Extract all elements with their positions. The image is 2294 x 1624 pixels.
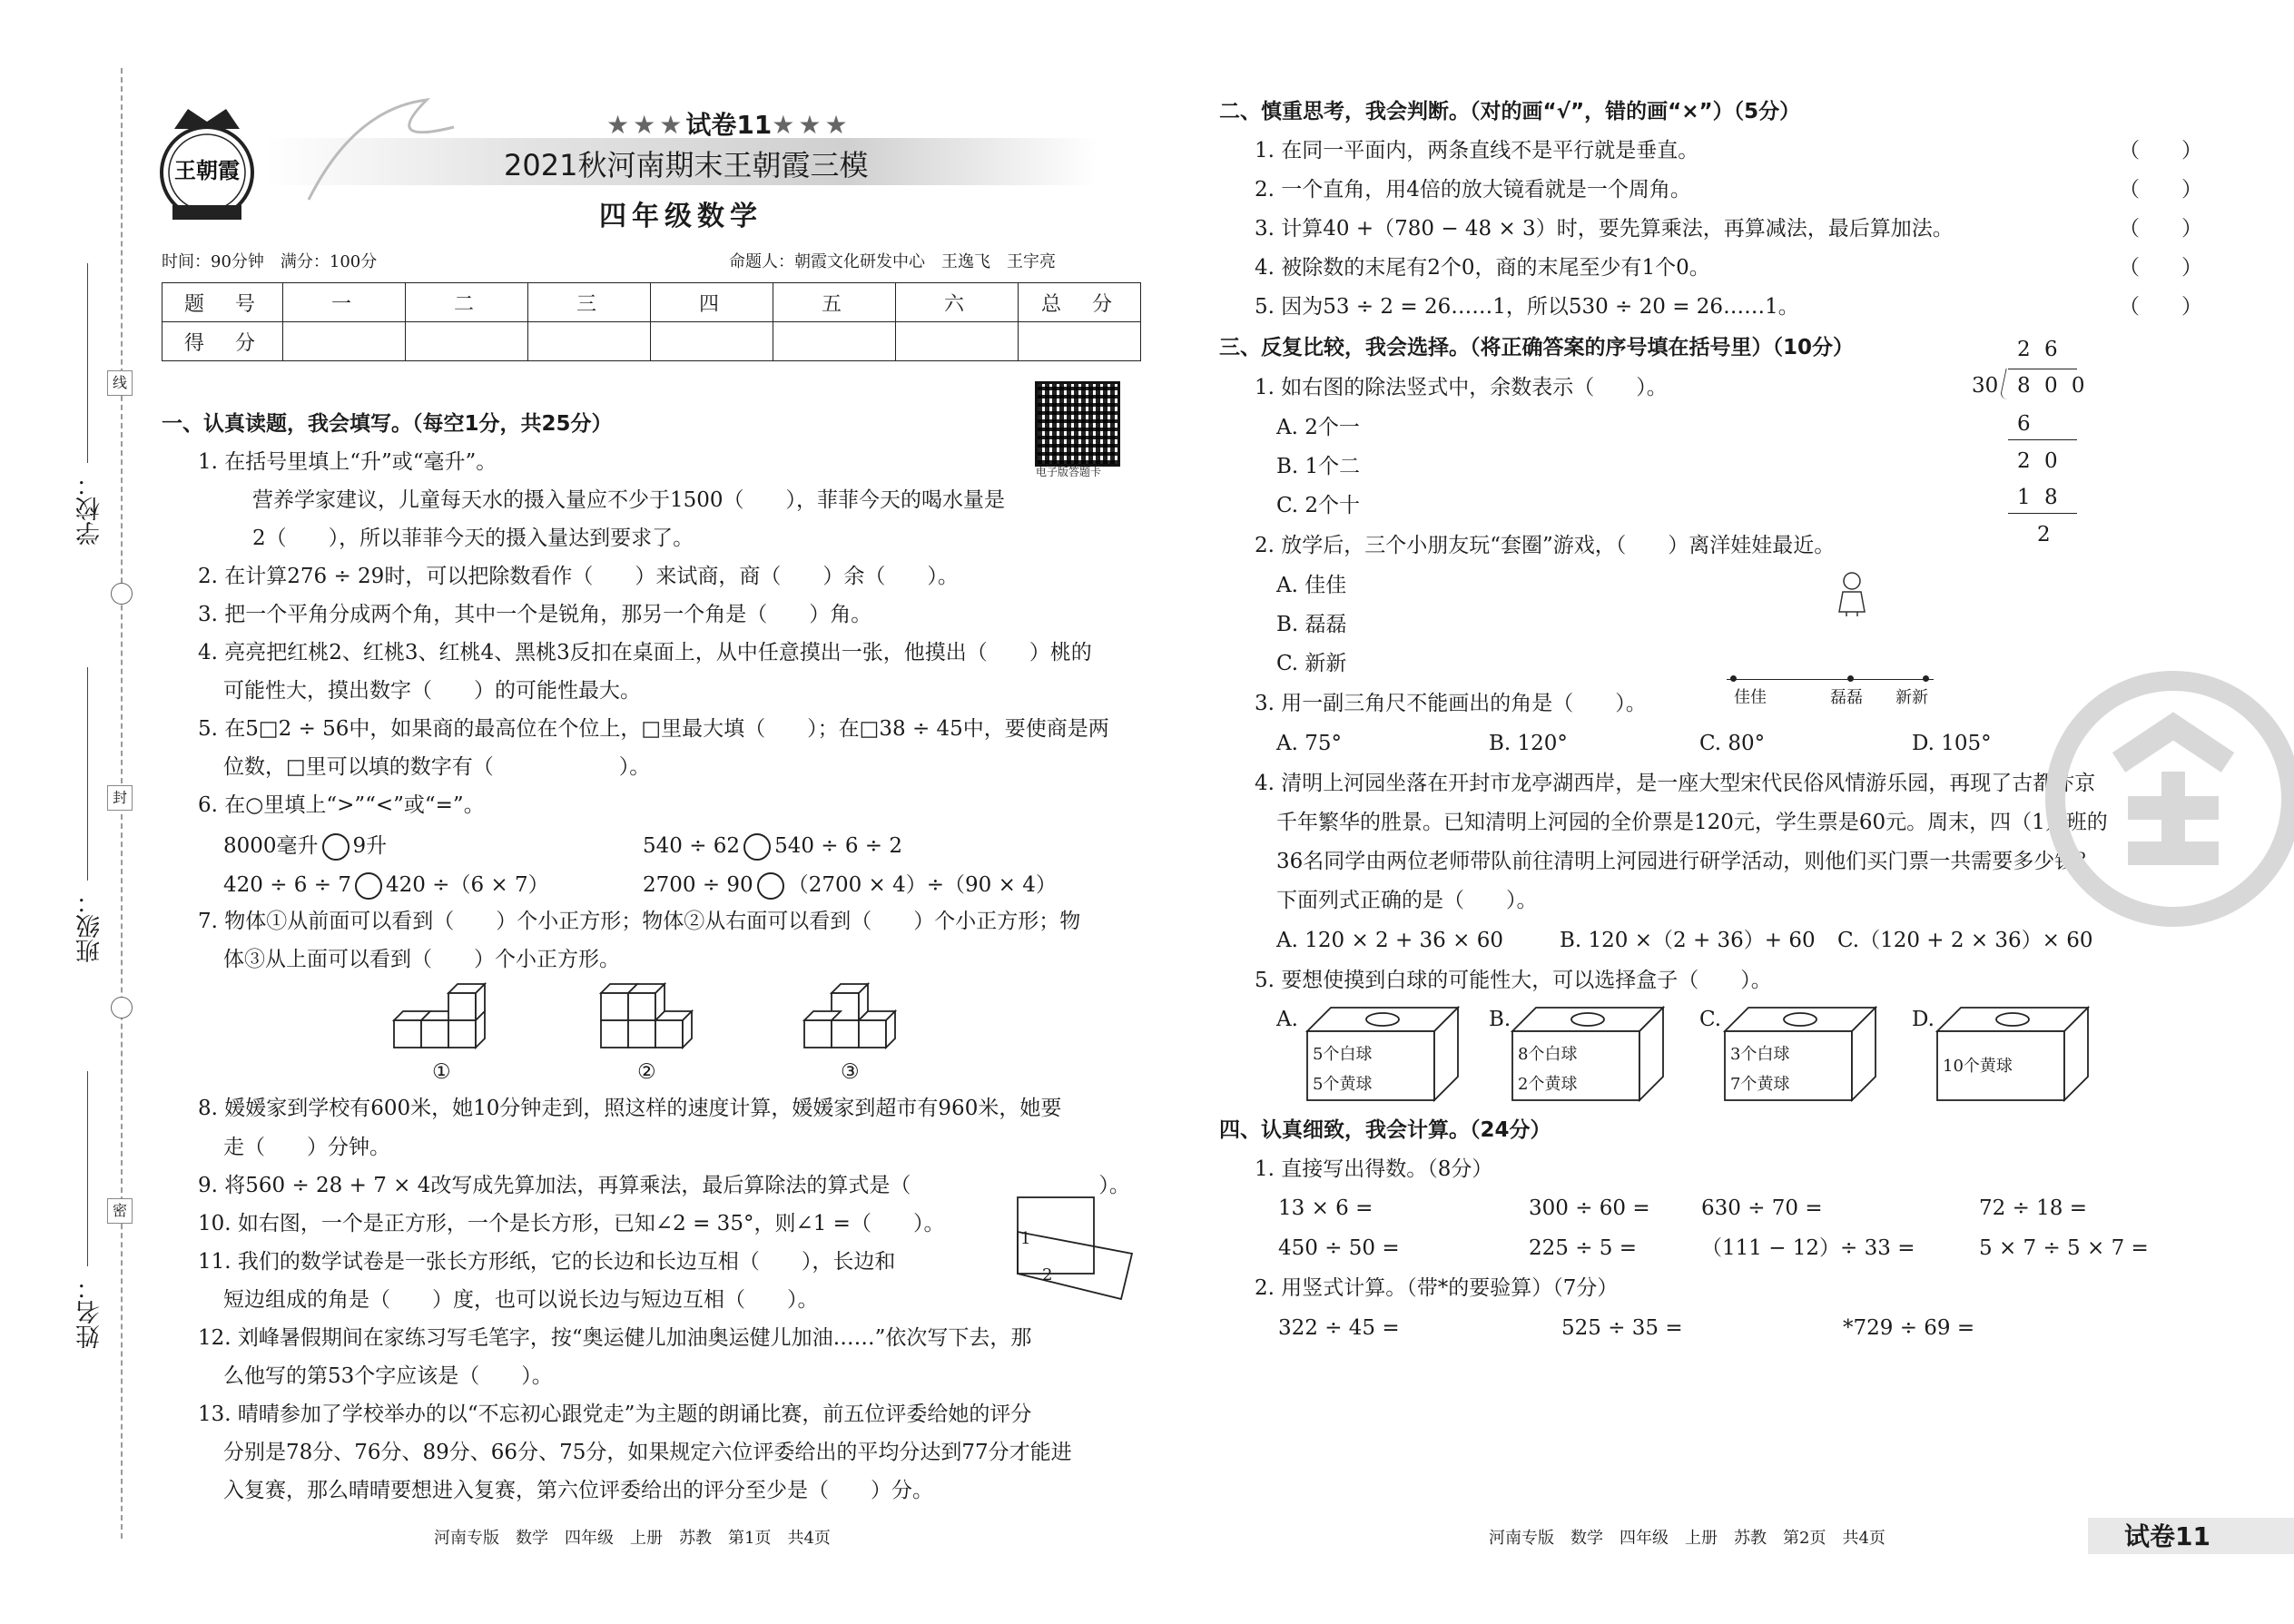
school-field-line[interactable]	[87, 263, 88, 463]
q7-text: 7. 物体①从前面可以看到（ ）个小正方形；物体②从右面可以看到（ ）个小正方形；物	[198, 910, 1081, 933]
div-quotient: 2 6	[2017, 338, 2062, 361]
section4-heading: 四、认真细致，我会计算。（24分）	[1219, 1118, 1551, 1142]
q13-text: 分别是78分、76分、89分、66分、75分，如果规定六位评委给出的平均分达到77分才能进	[223, 1441, 1072, 1464]
fig-label: ②	[637, 1060, 656, 1084]
position-dot	[1847, 675, 1854, 682]
cube-figure-2	[597, 980, 697, 1053]
div-row: 6	[2017, 412, 2031, 436]
square-rectangle-figure	[1012, 1194, 1139, 1303]
box-content: 10个黄球	[1943, 1057, 2013, 1076]
compare-item	[223, 872, 549, 900]
box-label: C.	[1699, 1008, 1722, 1031]
judge-item: 1. 在同一平面内，两条直线不是平行就是垂直。	[1255, 139, 1699, 162]
box-content: 5个黄球	[1313, 1075, 1373, 1094]
qr-code-icon[interactable]	[1035, 381, 1120, 467]
expr: 420 ÷（6 × 7）	[385, 873, 549, 897]
section3-heading: 三、反复比较，我会选择。（将正确答案的序号填在括号里）（10分）	[1219, 336, 1855, 359]
option: A. 120 × 2 + 36 × 60	[1276, 929, 1503, 952]
fig-label: ③	[841, 1060, 860, 1084]
option: D. 105°	[1912, 732, 1992, 755]
cube-figure-1	[390, 980, 490, 1053]
s3-q3-text: 3. 用一副三角尺不能画出的角是（ ）。	[1255, 692, 1647, 715]
q13-text: 13. 晴晴参加了学校举办的以“不忘初心跟党走”为主题的朗诵比赛，前五位评委给她的评分	[198, 1403, 1032, 1426]
expr: （2700 × 4）÷（90 × 4）	[787, 873, 1057, 897]
box-content: 8个白球	[1518, 1045, 1578, 1064]
q1-text: 营养学家建议，儿童每天水的摄入量应不少于1500（ ），菲菲今天的喝水量是	[252, 488, 1006, 512]
calc-item: 450 ÷ 50 =	[1278, 1236, 1400, 1260]
binding-mark-seal: 封	[107, 785, 133, 811]
calc-item: 72 ÷ 18 =	[1979, 1196, 2088, 1220]
div-divisor: 30	[1972, 374, 1999, 398]
compare-item	[223, 833, 387, 861]
position-dot	[1923, 675, 1929, 682]
s3-q4-text: 4. 清明上河园坐落在开封市龙亭湖西岸，是一座大型宋代民俗风情游乐园，再现了古都汴京	[1255, 772, 2096, 795]
judge-item: 2. 一个直角，用4倍的放大镜看就是一个周角。	[1255, 178, 1691, 202]
option: A. 佳佳	[1276, 574, 1347, 597]
q1-text: 1. 在括号里填上“升”或“毫升”。	[198, 450, 497, 474]
score-cell[interactable]	[773, 322, 896, 361]
box-content: 2个黄球	[1518, 1075, 1578, 1094]
score-cell[interactable]	[528, 322, 651, 361]
q9-text: 9. 将560 ÷ 28 + 7 × 4改写成先算加法，再算乘法，最后算除法的算式是（ ）。	[198, 1174, 1130, 1197]
compare-item	[643, 833, 902, 861]
box-label: D.	[1912, 1008, 1935, 1031]
option: C.（120 + 2 × 36）× 60	[1837, 929, 2093, 952]
div-line	[2008, 513, 2077, 514]
expr: 2700 ÷ 90	[643, 873, 753, 897]
s3-q1-text: 1. 如右图的除法竖式中，余数表示（ ）。	[1255, 376, 1668, 399]
score-cell[interactable]	[896, 322, 1019, 361]
doll-icon	[1834, 570, 1870, 617]
score-cell[interactable]	[406, 322, 528, 361]
fig-label: ①	[432, 1060, 451, 1084]
calc-item: 525 ÷ 35 =	[1561, 1316, 1683, 1340]
calc-item: 13 × 6 =	[1278, 1196, 1373, 1220]
name-field-line[interactable]	[87, 1071, 88, 1266]
q2-text: 2. 在计算276 ÷ 29时，可以把除数看作（ ）来试商，商（ ）余（ ）。	[198, 565, 959, 588]
footer-tag: 试卷11	[2124, 1521, 2210, 1551]
exam-subject: 四年级数学	[599, 201, 763, 232]
s3-q2-text: 2. 放学后，三个小朋友玩“套圈”游戏，（ ）离洋娃娃最近。	[1255, 534, 1836, 557]
name-label: 新新	[1895, 688, 1928, 707]
score-table	[162, 282, 1141, 361]
cell: 四	[651, 283, 773, 322]
expr: 420 ÷ 6 ÷ 7	[223, 873, 351, 897]
score-table-header-row	[162, 283, 1141, 322]
s3-q5-text: 5. 要想使摸到白球的可能性大，可以选择盒子（ ）。	[1255, 969, 1772, 992]
svg-text:王朝霞: 王朝霞	[174, 157, 240, 183]
cube-figure-3	[801, 980, 901, 1053]
q6-text: 6. 在○里填上“>”“<”或“=”。	[198, 793, 485, 817]
binding-mark-line: 线	[107, 370, 133, 396]
q5-text: 位数，□里可以填的数字有（ ）。	[223, 755, 651, 779]
q4-text: 可能性大，摸出数字（ ）的可能性最大。	[223, 679, 641, 703]
q3-text: 3. 把一个平角分成两个角，其中一个是锐角，那另一个角是（ ）角。	[198, 603, 872, 626]
s3-q4-text: 下面列式正确的是（ ）。	[1276, 889, 1538, 912]
name-label: 佳佳	[1734, 688, 1767, 707]
ribbon-decoration	[300, 91, 463, 209]
q12-text: 么他写的第53个字应该是（ ）。	[223, 1364, 553, 1388]
calc-item: 225 ÷ 5 =	[1529, 1236, 1638, 1260]
answer-bracket[interactable]: （ ）	[2119, 295, 2202, 319]
exam-title: 2021秋河南期末王朝霞三模	[504, 148, 869, 182]
answer-bracket[interactable]: （ ）	[2119, 139, 2202, 162]
q7-text: 体③从上面可以看到（ ）个小正方形。	[223, 948, 620, 971]
q10-text: 10. 如右图，一个是正方形，一个是长方形，已知∠2 = 35°，则∠1 =（ ）。	[198, 1212, 945, 1235]
s3-q4-text: 36名同学由两位老师带队前往清明上河园进行研学活动，则他们买门票一共需要多少钱？	[1276, 850, 2097, 873]
answer-bracket[interactable]: （ ）	[2119, 178, 2202, 202]
compare-circle[interactable]	[743, 833, 771, 861]
q4-text: 4. 亮亮把红桃2、红桃3、红桃4、黑桃3反扣在桌面上，从中任意摸出一张，他摸出（ ）桃的	[198, 641, 1092, 664]
div-remainder: 2	[2037, 523, 2051, 546]
box-content: 3个白球	[1730, 1045, 1790, 1064]
cell: 总 分	[1019, 283, 1141, 322]
q11-text: 短边组成的角是（ ）度，也可以说长边与短边互相（ ）。	[223, 1288, 819, 1312]
cell: 六	[896, 283, 1019, 322]
option: C. 80°	[1699, 732, 1766, 755]
score-table-score-row	[162, 322, 1141, 361]
expr: 540 ÷ 62	[643, 834, 741, 858]
cell: 二	[406, 283, 528, 322]
div-row: 2 0	[2017, 449, 2062, 473]
option: C. 2个十	[1276, 494, 1361, 517]
q11-text: 11. 我们的数学试卷是一张长方形纸，它的长边和长边互相（ ），长边和	[198, 1250, 896, 1274]
seal-watermark	[2037, 663, 2294, 935]
box-content: 5个白球	[1313, 1045, 1373, 1064]
binding-mark-secret: 密	[107, 1198, 133, 1224]
score-cell[interactable]	[651, 322, 773, 361]
answer-bracket[interactable]: （ ）	[2119, 256, 2202, 280]
number-line	[1727, 679, 1934, 680]
footer-left: 河南专版 数学 四年级 上册 苏教 第1页 共4页	[434, 1529, 831, 1548]
name-label: 磊磊	[1830, 688, 1863, 707]
section2-heading: 二、慎重思考，我会判断。（对的画“√”，错的画“×”）（5分）	[1219, 100, 1801, 123]
binding-hole-icon	[111, 583, 133, 605]
q8-text: 8. 媛媛家到学校有600米，她10分钟走到，照这样的速度计算，媛媛家到超市有960米，她要	[198, 1097, 1062, 1120]
judge-item: 4. 被除数的末尾有2个0，商的末尾至少有1个0。	[1255, 256, 1710, 280]
footer-right: 河南专版 数学 四年级 上册 苏教 第2页 共4页	[1489, 1529, 1885, 1548]
answer-bracket[interactable]: （ ）	[2119, 217, 2202, 241]
judge-item: 3. 计算40 +（780 − 48 × 3）时，要先算乘法，再算减法，最后算加法。	[1255, 217, 1954, 241]
calc-item: *729 ÷ 69 =	[1843, 1316, 1975, 1340]
div-bracket	[1999, 369, 2013, 399]
q12-text: 12. 刘峰暑假期间在家练习写毛笔字，按“奥运健儿加油奥运健儿加油……”依次写下去，那	[198, 1326, 1032, 1350]
q5-text: 5. 在5□2 ÷ 56中，如果商的最高位在个位上，□里最大填（ ）；在□38 ÷ 45中，要使商是两	[198, 717, 1109, 741]
compare-circle[interactable]	[322, 833, 350, 861]
s4-q1-text: 1. 直接写出得数。（8分）	[1255, 1157, 1493, 1181]
angle2-label: 2	[1042, 1265, 1053, 1284]
angle1-label: 1	[1020, 1229, 1031, 1248]
score-cell[interactable]	[283, 322, 406, 361]
box-label: B.	[1489, 1008, 1511, 1031]
option: C. 新新	[1276, 652, 1347, 675]
s3-q4-text: 千年繁华的胜景。已知清明上河园的全价票是120元，学生票是60元。周末，四（1）班的	[1276, 811, 2108, 834]
cell: 一	[283, 283, 406, 322]
option: A. 75°	[1276, 732, 1342, 755]
binding-hole-icon	[111, 997, 133, 1019]
div-dividend: 8 0 0	[2017, 374, 2089, 398]
q8-text: 走（ ）分钟。	[223, 1136, 390, 1159]
option: B. 120 ×（2 + 36）+ 60	[1560, 929, 1816, 952]
box-content: 7个黄球	[1730, 1075, 1790, 1094]
judge-item: 5. 因为53 ÷ 2 = 26……1，所以530 ÷ 20 = 26……1。	[1255, 295, 1799, 319]
class-field-line[interactable]	[87, 667, 88, 881]
option: B. 1个二	[1276, 455, 1361, 478]
box-label: A.	[1276, 1008, 1298, 1031]
compare-item	[643, 872, 1057, 900]
s4-q2-text: 2. 用竖式计算。（带*的要验算）（7分）	[1255, 1276, 1619, 1300]
option: B. 120°	[1489, 732, 1568, 755]
option: A. 2个一	[1276, 416, 1360, 439]
cell: 五	[773, 283, 896, 322]
expr: 9升	[352, 834, 388, 858]
expr: 8000毫升	[223, 834, 319, 858]
compare-circle[interactable]	[355, 872, 382, 900]
calc-item: 5 × 7 ÷ 5 × 7 =	[1979, 1236, 2149, 1260]
section1-heading: 一、认真读题，我会填写。（每空1分，共25分）	[162, 412, 613, 436]
calc-item: （111 − 12）÷ 33 =	[1701, 1236, 1915, 1260]
calc-item: 322 ÷ 45 =	[1278, 1316, 1400, 1340]
qr-caption: 电子版答题卡	[1036, 466, 1102, 478]
cell: 三	[528, 283, 651, 322]
series-title: 试卷11	[685, 110, 773, 140]
series-label: ★★★试卷11★★★	[606, 110, 852, 140]
box-d[interactable]	[1935, 1006, 2090, 1102]
div-row: 1 8	[2017, 486, 2062, 509]
q13-text: 入复赛，那么晴晴要想进入复赛，第六位评委给出的评分至少是（ ）分。	[223, 1479, 933, 1502]
cell: 题 号	[162, 283, 283, 322]
expr: 540 ÷ 6 ÷ 2	[774, 834, 903, 858]
q1-text: 2（ ），所以菲菲今天的摄入量达到要求了。	[252, 527, 694, 550]
calc-item: 630 ÷ 70 =	[1701, 1196, 1823, 1220]
authors: 命题人：朝霞文化研发中心 王逸飞 王宇亮	[729, 252, 1056, 271]
compare-circle[interactable]	[757, 872, 784, 900]
class-label: 班级：	[76, 890, 104, 963]
score-cell[interactable]	[1019, 322, 1141, 361]
option: B. 磊磊	[1276, 613, 1347, 636]
cell: 得 分	[162, 322, 283, 361]
school-label: 学校：	[76, 472, 104, 546]
wangzhaoxia-logo	[156, 102, 258, 229]
name-label: 姓名：	[76, 1275, 104, 1349]
calc-item: 300 ÷ 60 =	[1529, 1196, 1650, 1220]
position-dot	[1730, 675, 1737, 682]
div-line	[2008, 439, 2077, 440]
time-score: 时间：90分钟 满分：100分	[162, 252, 378, 271]
